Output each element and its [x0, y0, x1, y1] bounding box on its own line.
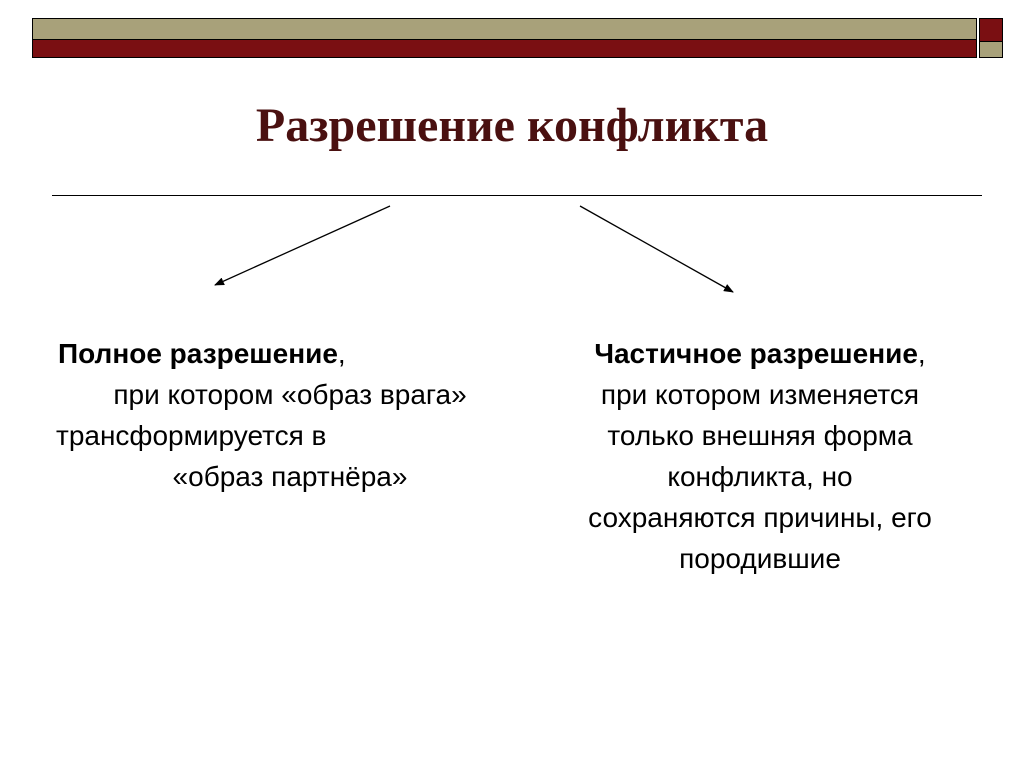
full-resolution-line: трансформируется в: [56, 420, 327, 451]
full-resolution-heading-comma: ,: [337, 338, 346, 369]
partial-resolution-line: конфликта, но: [667, 461, 853, 492]
arrow-to-full-resolution: [215, 206, 390, 285]
partial-resolution-line: только внешняя форма: [607, 420, 913, 451]
partial-resolution-block: [520, 333, 1000, 579]
arrow-to-partial-resolution: [580, 206, 733, 292]
partial-resolution-line: при котором изменяется: [600, 379, 920, 410]
partial-resolution-line: сохраняются причины, его: [588, 502, 932, 533]
full-resolution-block: [40, 333, 540, 497]
partial-resolution-line: породившие: [679, 543, 841, 574]
full-resolution-line: «образ партнёра»: [172, 461, 408, 492]
full-resolution-line: при котором «образ врага»: [113, 379, 467, 410]
partial-resolution-heading: Частичное разрешение: [594, 338, 918, 369]
partial-resolution-heading-comma: ,: [917, 338, 926, 369]
full-resolution-heading-line: [40, 333, 540, 374]
full-resolution-heading: Полное разрешение: [58, 338, 338, 369]
slide-title: Разрешение конфликта: [255, 99, 769, 152]
partial-resolution-heading-line: [520, 333, 1000, 374]
